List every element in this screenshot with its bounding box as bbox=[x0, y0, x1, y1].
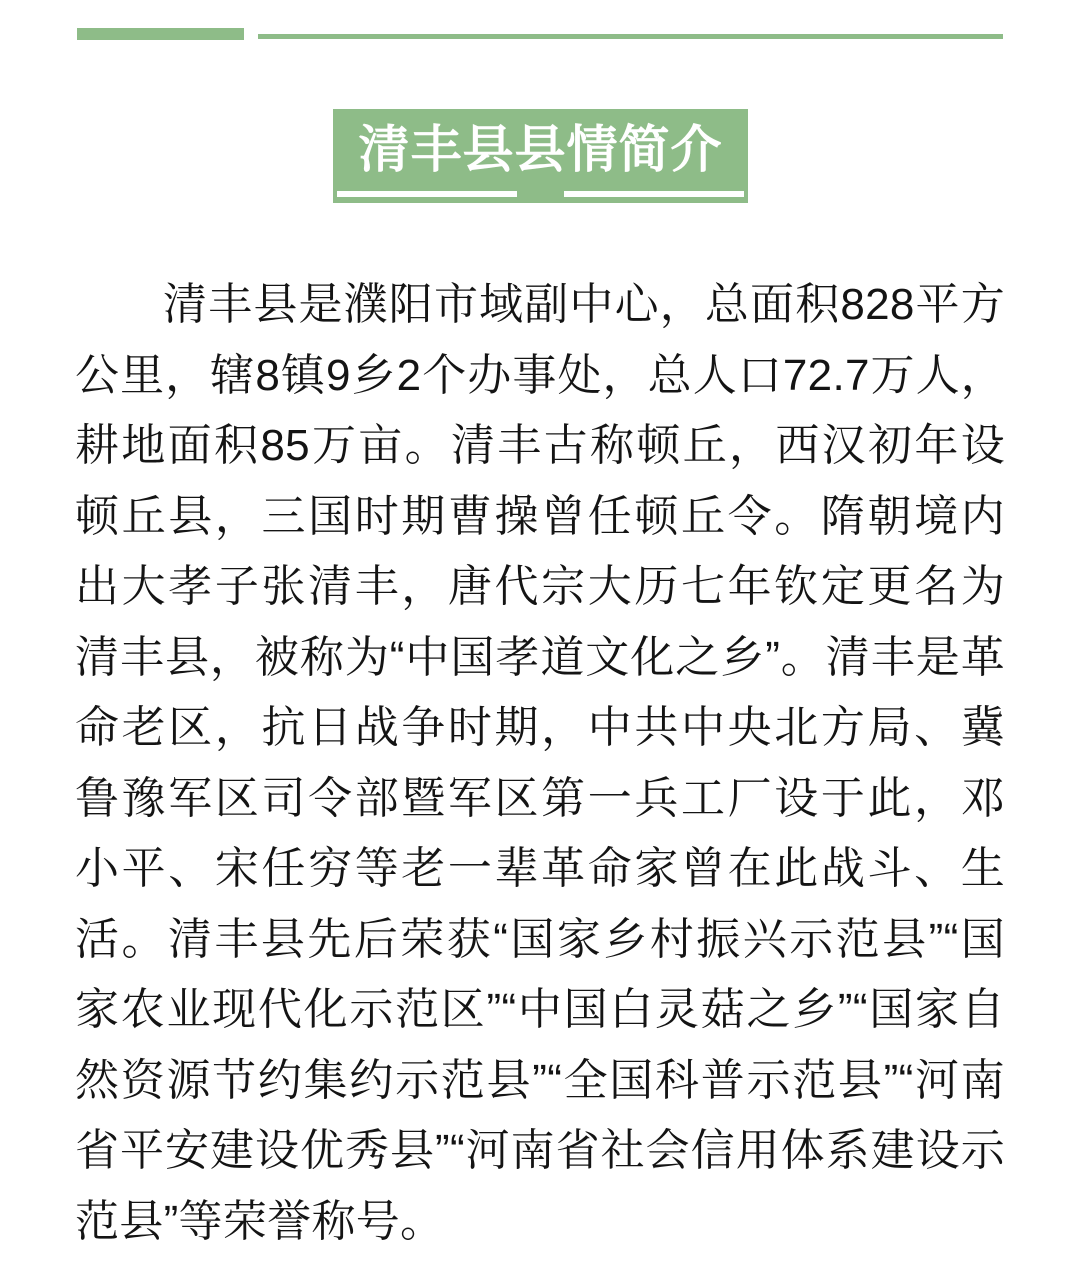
section-title-banner bbox=[333, 109, 748, 203]
underline-right-segment bbox=[564, 191, 744, 197]
page-title: 清丰县县情简介 bbox=[358, 121, 723, 178]
underline-left-segment bbox=[337, 191, 517, 197]
divider-block bbox=[77, 28, 244, 40]
article-paragraph: 清丰县是濮阳市域副中心，总面积828平方公里，辖8镇9乡2个办事处，总人口72.7万人，耕地面积85万亩。清丰古称顿丘，西汉初年设顿丘县，三国时期曹操曾任顿丘令。隋朝境内出大孝子张清丰，唐代宗大历七年钦定更名为清丰县，被称为“中国孝道文化之乡”。清丰是革命老区，抗日战争时期，中共中央北方局、冀鲁豫军区司令部暨军区第一兵工厂设于此，邓小平、宋任穷等老一辈革命家曾在此战斗、生活。清丰县先后荣获“国家乡村振兴示范县”“国家农业现代化示范区”“中国白灵菇之乡”“国家自然资源节约集约示范县”“全国科普示范县”“河南省平安建设优秀县”“河南省社会信用体系建设示范县”等荣誉称号。 bbox=[75, 280, 1005, 1246]
divider-line bbox=[258, 34, 1003, 39]
title-underline bbox=[337, 191, 744, 197]
